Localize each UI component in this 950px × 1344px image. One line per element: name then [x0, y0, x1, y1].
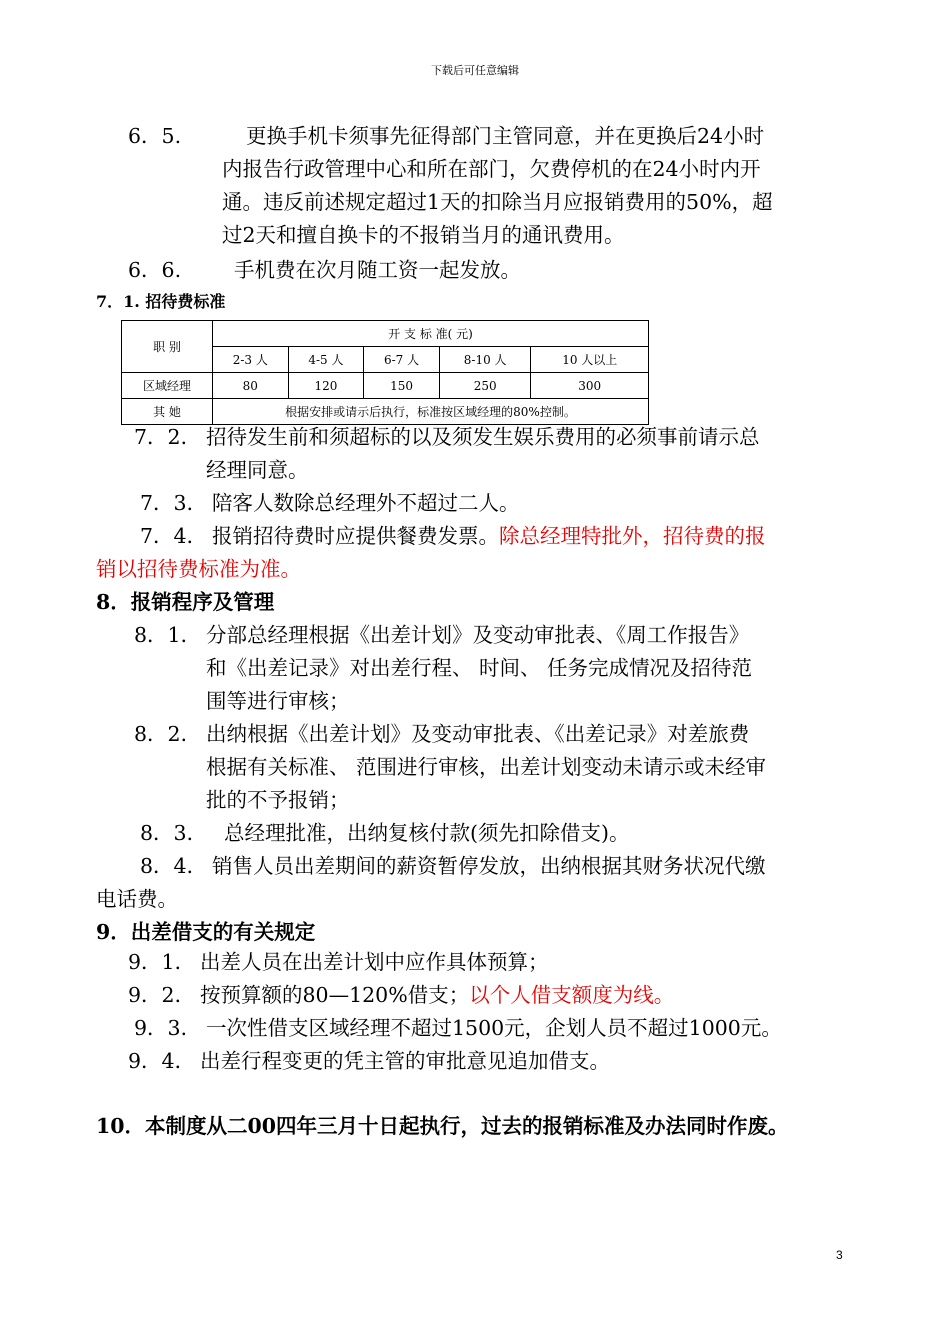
item-text-line: 围等进行审核； — [206, 689, 350, 713]
table-cell: 150 — [364, 373, 440, 399]
section-heading: 7．1. 招待费标准 — [96, 292, 226, 311]
table-cell: 300 — [531, 373, 649, 399]
item-text-line: 根据有关标准、 范围进行审核，出差计划变动未请示或未经审 — [206, 755, 767, 779]
item-text-line — [200, 979, 674, 1012]
table-cell: 250 — [439, 373, 531, 399]
item-text-line: 批的不予报销； — [206, 788, 350, 812]
item-text-line: 更换手机卡须事先征得部门主管同意，并在更换后24小时 — [246, 124, 765, 148]
item-text: 陪客人数除总经理外不超过二人。 — [212, 491, 520, 515]
item-text-line: 出纳根据《出差计划》及变动审批表、《出差记录》对差旅费 — [206, 722, 750, 746]
section-heading: 10．本制度从二00四年三月十日起执行，过去的报销标准及办法同时作废。 — [96, 1114, 789, 1138]
row-label: 其 她 — [122, 399, 213, 425]
position-header: 职 别 — [122, 321, 213, 373]
item-text-line: 销售人员出差期间的薪资暂停发放，出纳根据其财务状况代缴 — [212, 854, 766, 878]
item-number: 8．1． — [134, 623, 202, 647]
column-header: 8-10 人 — [439, 347, 531, 373]
row-label: 区域经理 — [122, 373, 213, 399]
item-number: 7．4． — [140, 524, 208, 548]
item-number: 9．4． — [128, 1049, 196, 1073]
expense-header: 开 支 标 准( 元) — [213, 321, 649, 347]
item-number: 6．5. — [128, 124, 182, 148]
column-header: 4-5 人 — [288, 347, 364, 373]
column-header: 6-7 人 — [364, 347, 440, 373]
item-text-line: 和《出差记录》对出差行程、 时间、 任务完成情况及招待范 — [206, 656, 753, 680]
item-text-line: 分部总经理根据《出差计划》及变动审批表、《周工作报告》 — [206, 623, 750, 647]
item-text-line: 招待发生前和须超标的以及须发生娱乐费用的必须事前请示总 — [206, 425, 760, 449]
item-text-line: 内报告行政管理中心和所在部门，欠费停机的在24小时内开 — [222, 157, 761, 181]
column-header: 10 人以上 — [531, 347, 649, 373]
item-text-line: 过2天和擅自换卡的不报销当月的通讯费用。 — [222, 223, 625, 247]
section-heading: 9．出差借支的有关规定 — [96, 920, 316, 944]
page-number: 3 — [836, 1248, 843, 1262]
item-text: 出差行程变更的凭主管的审批意见追加借支。 — [200, 1049, 610, 1073]
highlighted-text: 除总经理特批外，招待费的报 — [499, 524, 766, 548]
table-note: 根据安排或请示后执行，标准按区域经理的80%控制。 — [213, 399, 649, 425]
item-number: 8．3． — [140, 821, 208, 845]
item-number: 8．4． — [140, 854, 208, 878]
item-number: 9．1． — [128, 950, 196, 974]
entertainment-standard-table — [121, 320, 649, 425]
item-text: 出差人员在出差计划中应作具体预算； — [200, 950, 549, 974]
page-header: 下载后可任意编辑 — [431, 64, 519, 77]
item-text: 一次性借支区域经理不超过1500元，企划人员不超过1000元。 — [206, 1016, 782, 1040]
highlighted-text: 以个人借支额度为线。 — [469, 983, 675, 1007]
item-number: 9．2． — [128, 983, 196, 1007]
item-text-line: 经理同意。 — [206, 458, 309, 482]
highlighted-text: 销以招待费标准为准。 — [96, 557, 301, 581]
section-heading: 8．报销程序及管理 — [96, 590, 275, 614]
item-text: 按预算额的80—120%借支； — [200, 983, 470, 1007]
item-text-line — [212, 520, 766, 553]
table-cell: 80 — [213, 373, 289, 399]
item-text: 手机费在次月随工资一起发放。 — [234, 258, 521, 282]
item-text: 总经理批准，出纳复核付款(须先扣除借支)。 — [224, 821, 630, 845]
column-header: 2-3 人 — [213, 347, 289, 373]
item-number: 8．2． — [134, 722, 202, 746]
item-number: 7．3． — [140, 491, 208, 515]
item-number: 6．6. — [128, 258, 182, 282]
table-cell: 120 — [288, 373, 364, 399]
item-text-line: 通。违反前述规定超过1天的扣除当月应报销费用的50%，超 — [222, 190, 773, 214]
item-text-line: 电话费。 — [96, 887, 178, 911]
item-text: 报销招待费时应提供餐费发票。 — [212, 524, 499, 548]
item-number: 9．3． — [134, 1016, 202, 1040]
table-row — [122, 373, 649, 399]
item-number: 7．2． — [134, 425, 202, 449]
